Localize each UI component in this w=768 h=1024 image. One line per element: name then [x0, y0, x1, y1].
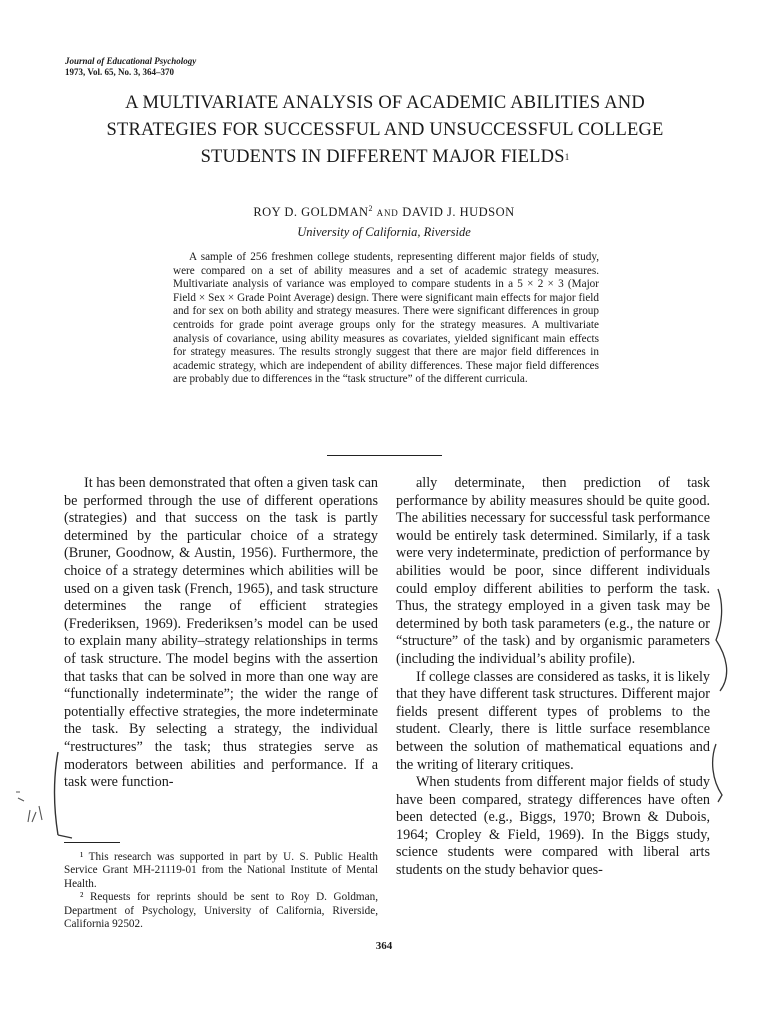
author-2: DAVID J. HUDSON — [402, 205, 515, 220]
left-paragraph-1: It has been demonstrated that often a given task can be performed through the use of different operations (strategies) and that success on the task is partly determined by the particular choice of a strategy (Bruner, Goodnow, & Austin, 1956). Furthermore, the choice of a strategy determines which abilities will be used on a given task (French, 1965), and task structure determines the range of efficient strategies (Frederiksen, 1969). Frederiksen’s model can be used to explain many ability–strategy relationships in terms of task structure. The model begins with the assertion that tasks that can be solved in more than one way are “functionally indeterminate”; the wider the range of potentially effective strategies, the more indeterminate the task. By selecting a strategy, the individual “restructures” the task; thus strategies serve as moderators between abilities and performance. If a task were function- — [64, 475, 378, 791]
section-divider — [327, 455, 442, 456]
journal-name: Journal of Educational Psychology — [65, 56, 197, 66]
handwritten-margin-brace-right-1 — [706, 585, 746, 695]
footnote-1: ¹ This research was supported in part by U. S. Public Health Service Grant MH-21119-01 from the National Institute of Mental Health. — [64, 851, 378, 890]
title-line-2: STRATEGIES FOR SUCCESSFUL AND UNSUCCESSFUL COLLEGE — [106, 120, 664, 140]
page-number: 364 — [375, 940, 393, 952]
handwritten-margin-bracket-left — [8, 740, 68, 840]
journal-citation: 1973, Vol. 65, No. 3, 364–370 — [65, 67, 175, 77]
right-paragraph-3: When students from different major fields of study have been compared, strategy differences have often been detected (e.g., Biggs, 1970; Brown & Dubois, 1964; Cropley & Field, 1969). In the Biggs study, science students were compared with liberal arts students on the study behavior ques- — [396, 774, 710, 879]
right-paragraph-2: If college classes are considered as tasks, it is likely that they have different task structures. Different major fields present different types of problems to the student. Clearly, there is little surface resemblance between the solution of mathematical equations and the writing of literary critiques. — [396, 668, 710, 773]
affiliation: University of California, Riverside — [297, 225, 471, 239]
footnote-rule — [64, 842, 120, 843]
right-column — [396, 475, 710, 880]
left-column — [64, 475, 378, 792]
title-footnote-mark: 1 — [564, 152, 570, 162]
footnotes — [64, 851, 378, 931]
title-line-1: A MULTIVARIATE ANALYSIS OF ACADEMIC ABILITIES AND — [125, 93, 645, 113]
abstract: A sample of 256 freshmen college students, representing different major fields of study, were compared on a set of ability measures and a set of academic strategy measures. Multivariate analysis of variance was employed to compare students in a 5 × 2 × 3 (Major Field × Sex × Grade Point Average) design. There were significant main effects for major field and for sex on both ability and strategy measures. There were significant differences in group centroids for grade point average groups only for the strategy measures. A multivariate analysis of covariance, using ability measures as covariates, yielded significant main effects for strategy measures. The results strongly suggest that there are major field differences in academic strategy, which are independent of ability differences. These major field differences are probably due to differences in the “task structure” of the different curricula. — [173, 251, 599, 386]
author-1: ROY D. GOLDMAN — [253, 205, 369, 220]
title-line-3: STUDENTS IN DIFFERENT MAJOR FIELDS — [200, 147, 565, 167]
author-1-mark: 2 — [368, 204, 374, 213]
footnote-2: ² Requests for reprints should be sent to Roy D. Goldman, Department of Psychology, University of California, Riverside, California 92502. — [64, 891, 378, 931]
author-line — [0, 204, 768, 220]
handwritten-margin-brace-right-2 — [706, 740, 746, 810]
author-conjunction: AND — [376, 208, 399, 219]
right-paragraph-1: ally determinate, then prediction of task performance by ability measures should be quite good. The abilities necessary for successful task performance would be entirely task determined. Similarly, if a task were very indeterminate, prediction of performance by abilities would be poor, since different individuals could employ different abilities to perform the task. Thus, the strategy employed in a given task may be determined by both task parameters (e.g., the nature or “structure” of the task) and by organismic parameters (including the individual’s ability profile). — [396, 475, 710, 667]
article-title — [55, 90, 715, 171]
journal-header — [65, 56, 196, 78]
